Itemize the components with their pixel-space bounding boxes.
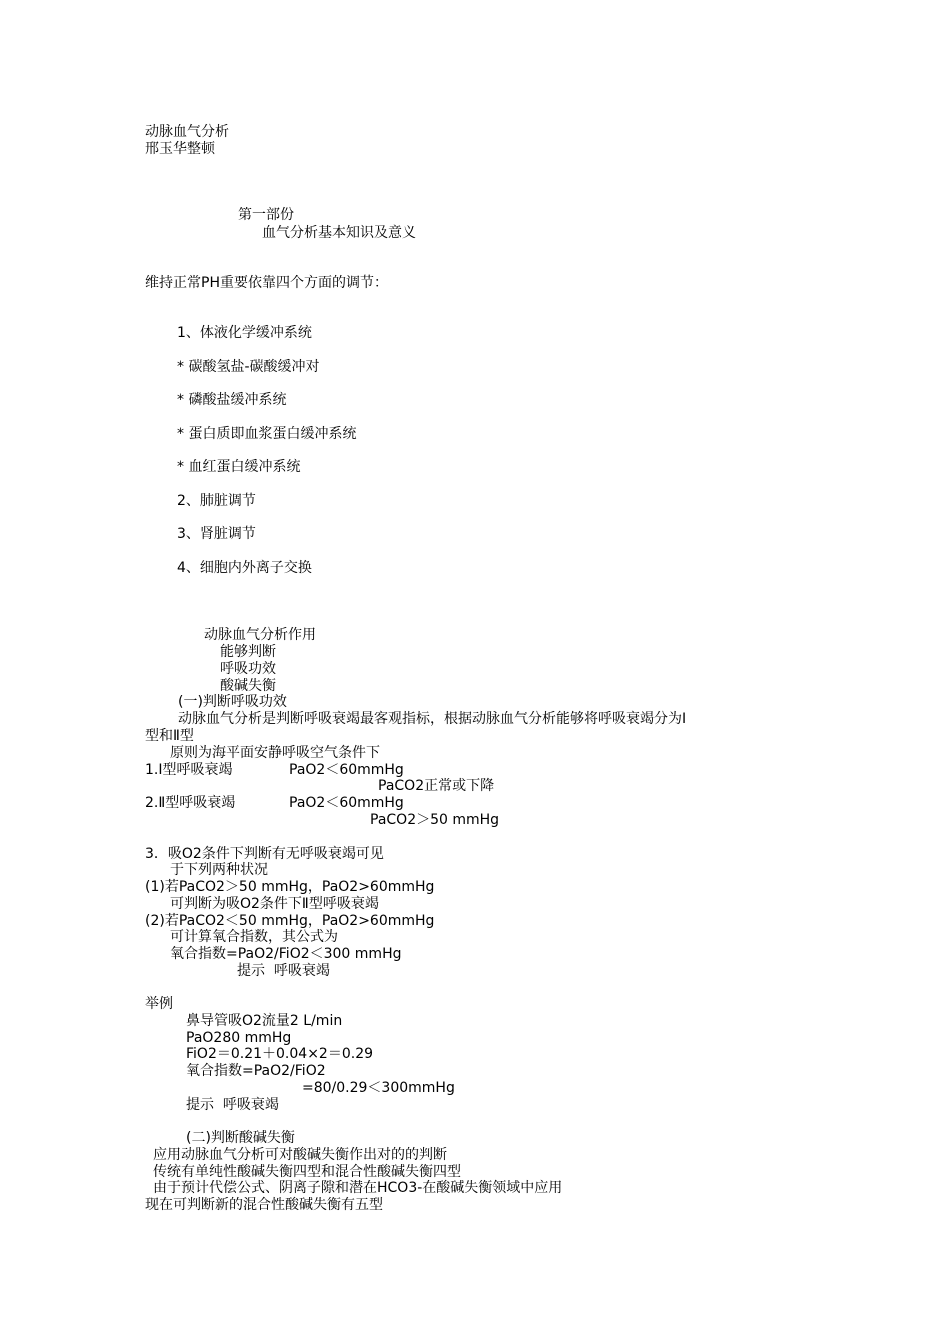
regulation-item: 1、体液化学缓冲系统 bbox=[177, 325, 312, 341]
regulation-item: 4、细胞内外离子交换 bbox=[177, 560, 312, 576]
regulation-item: 2、肺脏调节 bbox=[177, 493, 256, 509]
paragraph: 3．吸O2条件下判断有无呼吸衰竭可见 bbox=[145, 846, 384, 862]
condition-item: (2)若PaCO2＜50 mmHg，PaO2>60mmHg bbox=[145, 913, 435, 929]
purpose-item: 能够判断 bbox=[220, 644, 276, 660]
paragraph: 于下列两种状况 bbox=[170, 862, 268, 878]
paragraph: 传统有单纯性酸碱失衡四型和混合性酸碱失衡四型 bbox=[153, 1164, 461, 1180]
example-line: =80/0.29＜300mmHg bbox=[302, 1080, 455, 1096]
type2-pao2: PaO2＜60mmHg bbox=[289, 795, 404, 811]
regulation-item: * 碳酸氢盐-碳酸缓冲对 bbox=[177, 359, 320, 375]
document-title: 动脉血气分析 bbox=[145, 124, 229, 140]
type1-pao2: PaO2＜60mmHg bbox=[289, 762, 404, 778]
paragraph: 型和Ⅱ型 bbox=[145, 728, 194, 744]
purpose-item: 呼吸功效 bbox=[220, 661, 276, 677]
paragraph: 应用动脉血气分析可对酸碱失衡作出对的的判断 bbox=[153, 1147, 447, 1163]
paragraph: 可计算氧合指数，其公式为 bbox=[170, 929, 338, 945]
regulation-item: * 磷酸盐缓冲系统 bbox=[177, 392, 287, 408]
part-label: 第一部份 bbox=[238, 207, 294, 223]
section1-heading: (一)判断呼吸功效 bbox=[178, 694, 287, 710]
section2-heading: (二)判断酸碱失衡 bbox=[186, 1130, 295, 1146]
paragraph: 现在可判断新的混合性酸碱失衡有五型 bbox=[145, 1197, 383, 1213]
paragraph: 原则为海平面安静呼吸空气条件下 bbox=[170, 745, 380, 761]
example-line: 提示 呼吸衰竭 bbox=[186, 1097, 279, 1113]
purpose-item: 酸碱失衡 bbox=[220, 678, 276, 694]
regulation-item: * 血红蛋白缓冲系统 bbox=[177, 459, 301, 475]
regulation-item: 3、肾脏调节 bbox=[177, 526, 256, 542]
paragraph: 可判断为吸O2条件下Ⅱ型呼吸衰竭 bbox=[170, 896, 379, 912]
type2-paco2: PaCO2＞50 mmHg bbox=[370, 812, 500, 828]
type2-label: 2.Ⅱ型呼吸衰竭 bbox=[145, 795, 236, 811]
example-line: FiO2＝0.21＋0.04×2＝0.29 bbox=[186, 1046, 374, 1062]
example-line: 鼻导管吸O2流量2 L/min bbox=[186, 1013, 343, 1029]
condition-item: (1)若PaCO2＞50 mmHg，PaO2>60mmHg bbox=[145, 879, 435, 895]
example-line: PaO280 mmHg bbox=[186, 1030, 292, 1046]
purpose-title: 动脉血气分析作用 bbox=[204, 627, 316, 643]
type1-paco2: PaCO2正常或下降 bbox=[378, 778, 495, 794]
hint: 提示 呼吸衰竭 bbox=[237, 963, 330, 979]
ph-intro: 维持正常PH重要依靠四个方面的调节： bbox=[145, 275, 388, 291]
example-line: 氧合指数=PaO2/FiO2 bbox=[186, 1063, 326, 1079]
example-label: 举例 bbox=[145, 996, 173, 1012]
part-subtitle: 血气分析基本知识及意义 bbox=[262, 225, 416, 241]
document-author: 邢玉华整顿 bbox=[145, 141, 215, 157]
type1-label: 1.Ⅰ型呼吸衰竭 bbox=[145, 762, 233, 778]
regulation-item: * 蛋白质即血浆蛋白缓冲系统 bbox=[177, 426, 357, 442]
paragraph: 由于预计代偿公式、阴离子隙和潜在HCO3-在酸碱失衡领域中应用 bbox=[153, 1180, 563, 1196]
paragraph: 动脉血气分析是判断呼吸衰竭最客观指标，根据动脉血气分析能够将呼吸衰竭分为Ⅰ bbox=[178, 711, 687, 727]
formula: 氧合指数=PaO2/FiO2＜300 mmHg bbox=[170, 946, 402, 962]
